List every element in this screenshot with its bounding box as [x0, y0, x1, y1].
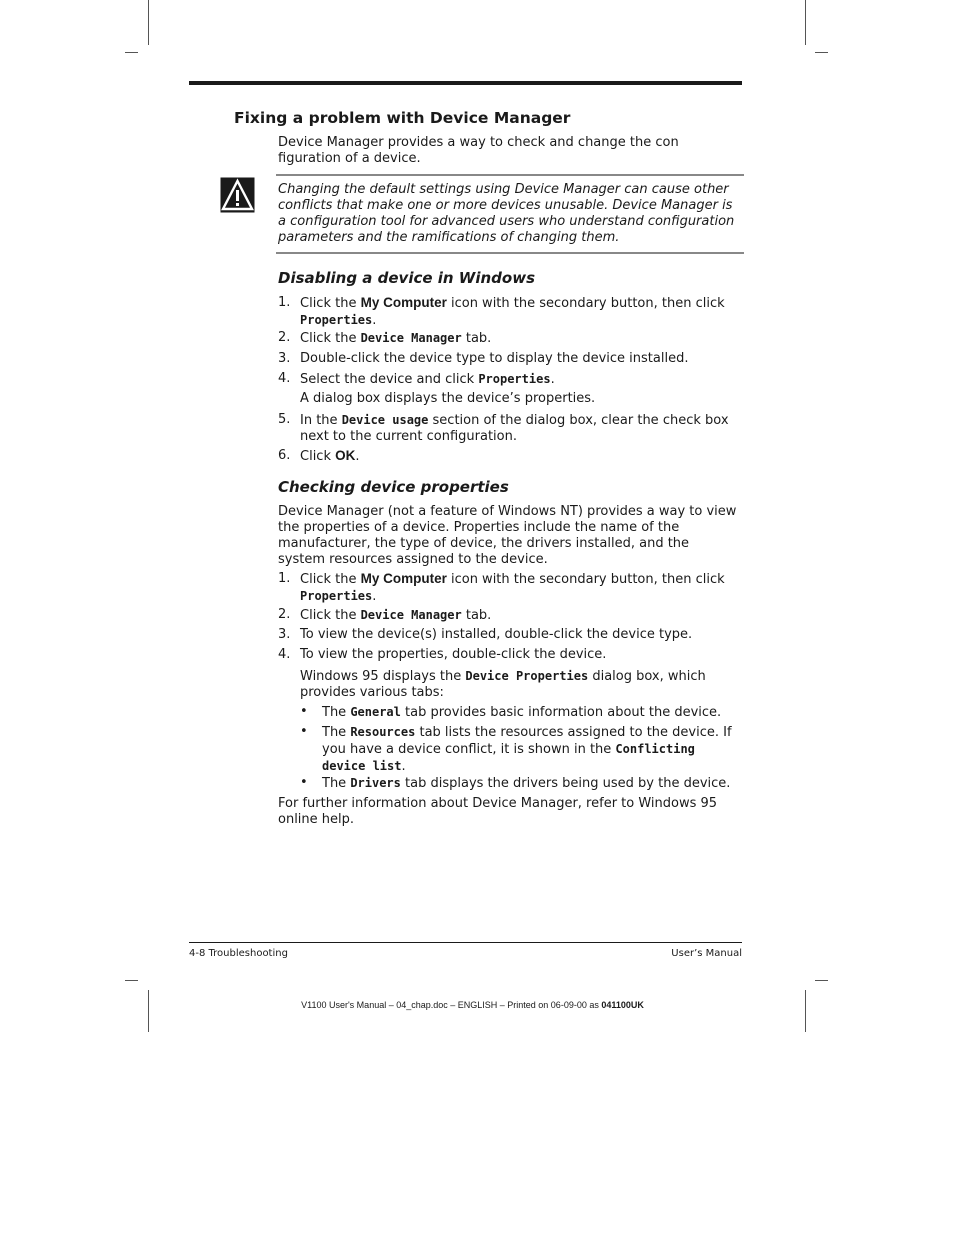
crop-mark [148, 0, 149, 45]
ui-label-properties: Properties [478, 372, 551, 386]
crop-mark [805, 990, 806, 1032]
ui-label-device-usage: Device usage [341, 413, 429, 427]
footer-rule [189, 942, 742, 943]
crop-mark [805, 0, 806, 45]
crop-mark [815, 52, 828, 53]
footer-manual-label: User’s Manual [671, 948, 742, 959]
ui-label-conflicting-device-list: Conflicting device list [322, 742, 695, 773]
ui-label-properties: Properties [300, 589, 373, 603]
ui-label-ok: OK [335, 448, 356, 463]
crop-mark [148, 990, 149, 1032]
caution-note-text: Changing the default settings using Device Manager can cause other conflicts that make one or more devices unusable. Device Manager is a configuration tool for advanced users who understand configuration parameters and the ramifications of changing them. [278, 182, 735, 245]
crop-mark [815, 980, 828, 981]
subsection-title-checking: Checking device properties [278, 478, 509, 496]
checking-intro: Device Manager (not a feature of Windows NT) provides a way to view the properties of a device. Properties include the name of the manufacturer, the type of device, the drivers installed, and the system resources assigned to the device. [278, 504, 737, 567]
crop-mark [125, 52, 138, 53]
ui-label-drivers: Drivers [350, 776, 401, 790]
subsection-title-disabling: Disabling a device in Windows [278, 269, 535, 287]
header-rule [189, 81, 742, 85]
ui-label-resources: Resources [350, 725, 416, 739]
ui-label-device-manager: Device Manager [360, 331, 462, 345]
section-title: Fixing a problem with Device Manager [234, 109, 571, 127]
ui-label-general: General [350, 705, 401, 719]
intro-paragraph: Device Manager provides a way to check and change the con figuration of a device. [278, 135, 679, 166]
crop-mark [125, 980, 138, 981]
ui-label-properties: Properties [300, 313, 373, 327]
print-code: 041100UK [601, 1000, 644, 1010]
ui-label-my-computer: My Computer [360, 571, 447, 586]
caution-triangle-icon [220, 177, 255, 213]
ui-label-device-properties: Device Properties [465, 669, 589, 683]
footer-page-label: 4-8 Troubleshooting [189, 948, 288, 959]
caution-note [276, 174, 744, 254]
closing-paragraph: For further information about Device Manager, refer to Windows 95 online help. [278, 796, 718, 827]
ui-label-device-manager: Device Manager [360, 608, 462, 622]
print-info-line: V1100 User's Manual – 04_chap.doc – ENGLISH – Printed on 06-09-00 as 041100UK [301, 1000, 644, 1010]
ui-label-my-computer: My Computer [360, 295, 447, 310]
